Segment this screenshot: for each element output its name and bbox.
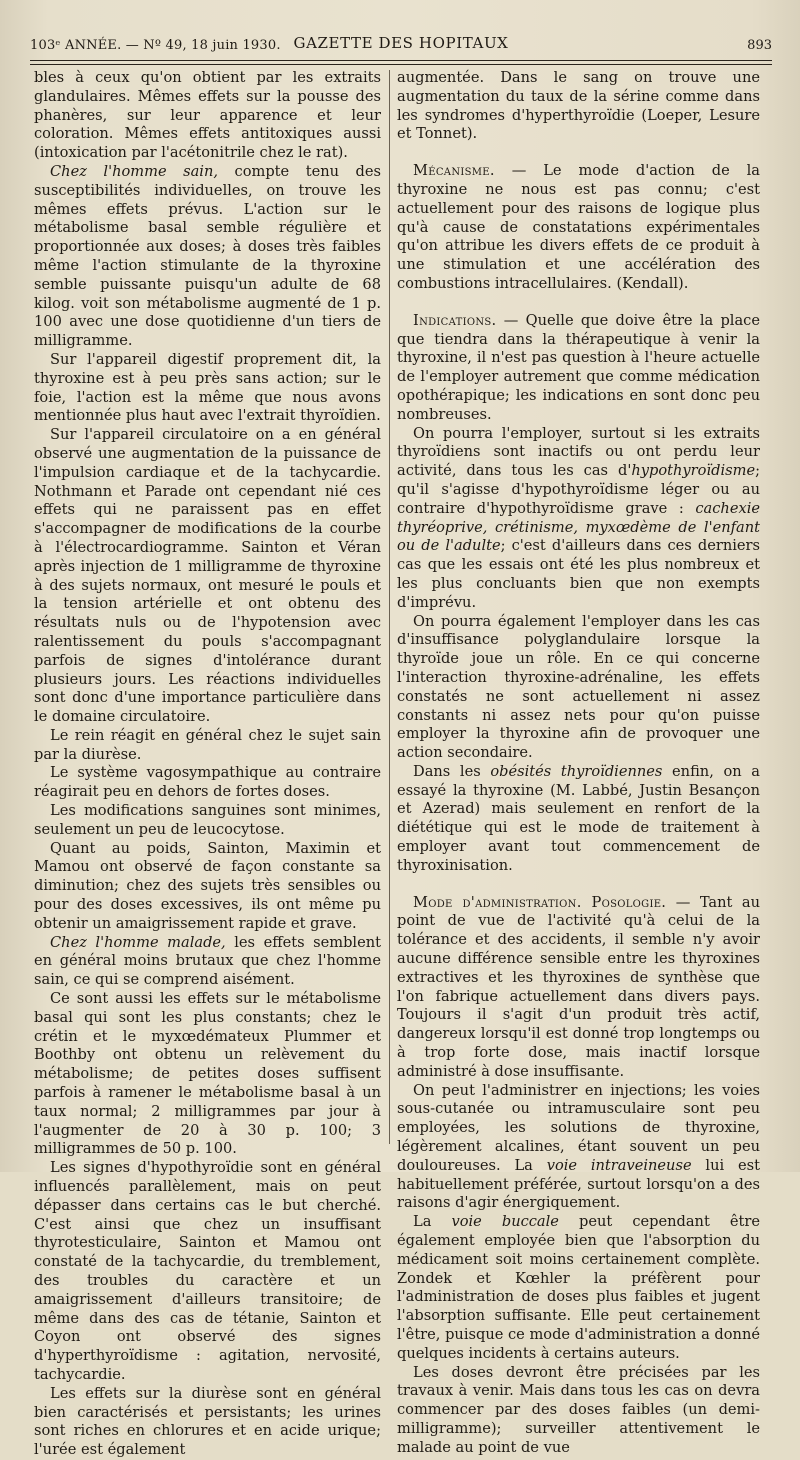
paragraph — [397, 1213, 760, 1363]
header-rule-top — [30, 60, 772, 61]
left-column — [34, 69, 381, 1460]
paragraph — [397, 1082, 760, 1214]
column-divider — [389, 70, 390, 1144]
emphasis: obésités thyroïdiennes — [490, 762, 663, 780]
text-run: Dans les — [413, 762, 491, 780]
paragraph: Les effets sur la diurèse sont en général bien caractérisés et persistants; les urines sont riches en chlorures et en acide urique; l'urée est également — [34, 1384, 381, 1459]
text-run: ; qu'il s'agisse d'hypothyroïdisme léger ou au contraire d'hypothyroïdisme grave : — [397, 462, 760, 517]
text-run: compte tenu des susceptibilités individuelles, on trouve les mêmes effets prévus. L'action sur le métabolisme basal semble régulière et proportionnée aux doses; à doses très faibles même l'action stimulante de la thyroxine semble puissante puisqu'un adulte de 68 kilog. voit son métabolisme augmenté de 1 p. 100 avec une dose quotidienne d'un tiers de milligramme. — [34, 162, 381, 350]
text-run: — Quelle que doive être la place que tiendra dans la thérapeutique à venir la thyroxine, il n'est pas question à l'heure actuelle de l'employer autrement que comme médication opothérapique; les indications en sont donc peu nombreuses. — [397, 311, 760, 423]
text-run: — Le mode d'action de la thyroxine ne nous est pas connu; c'est actuellement pour des raisons de logique plus qu'à cause de constatations expérimentales qu'on attribue les divers effets de ce produit à une stimulation et une accélération des combustions intracellulaires. (Kendall). — [397, 162, 760, 292]
section-heading: Indications. — [413, 311, 497, 329]
paragraph — [397, 763, 760, 876]
emphasis: cachexie thyréoprive, crétinisme, myxœdème de l'enfant ou de l'adulte — [397, 499, 760, 555]
paragraph: Sur l'appareil circulatoire on a en général observé une augmentation de la puissance de l'impulsion cardiaque et de la tachycardie. Nothmann et Parade ont cependant nié ces effets qui ne paraissent pas en effet s'accompagner de modifications de la courbe à l'électrocardiogramme. Sainton et Véran après injection de 1 milligramme de thyroxine à des sujets normaux, ont mesuré le pouls et la tension artérielle et ont obtenu des résultats nuls ou de l'hypotension avec ralentissement du pouls s'accompagnant parfois de signes d'intolérance durant plusieurs jours. Les réactions individuelles sont donc d'une importance particulière dans le domaine circulatoire. — [34, 426, 381, 726]
paragraph: augmentée. Dans le sang on trouve une augmentation du taux de la sérine comme dans les syndromes d'hyperthyroïdie (Loeper, Lesure et Tonnet). — [397, 69, 760, 143]
paragraph: Les signes d'hypothyroïdie sont en général influencés parallèlement, mais on peut dépasser dans certains cas le but cherché. C'est ainsi que chez un insuffisant thyrotesticulaire, Sainton et Mamou ont constaté de la tachycardie, du tremblement, des troubles du caractère et un amaigrissement d'ailleurs transitoire; de même dans des cas de tétanie, Sainton et Coyon ont observé des signes d'hyperthyroïdisme : agitation, nervosité, tachycardie. — [34, 1159, 381, 1383]
paragraph — [34, 934, 381, 990]
emphasis: hypothyroïdisme — [631, 462, 756, 480]
paragraph: bles à ceux qu'on obtient par les extraits glandulaires. Mêmes effets sur la pousse des phanères, sur leur apparence et leur coloration. Mêmes effets antitoxiques aussi (intoxication par l'acétonitrile chez le rat). — [34, 69, 381, 162]
journal-title: GAZETTE DES HOPITAUX — [293, 34, 509, 52]
section-heading: Mode d'administration. Posologie. — [413, 893, 667, 911]
section-heading: Mécanisme. — [413, 162, 495, 180]
text-run: ; c'est d'ailleurs dans ces derniers cas que les essais ont été les plus nombreux et les plus concluants bien que non exempts d'imprévu. — [397, 537, 760, 611]
page-header — [30, 34, 772, 56]
text-run: les effets semblent en général moins brutaux que chez l'homme sain, ce qui se comprend aisément. — [34, 933, 381, 989]
paragraph: Quant au poids, Sainton, Maximin et Mamou ont observé de façon constante sa diminution; chez des sujets très sensibles ou pour des doses excessives, ils ont même pu obtenir un amaigrissement rapide et grave. — [34, 839, 381, 932]
section-mecanisme — [397, 162, 760, 294]
emphasis: Chez l'homme sain, — [50, 162, 219, 180]
emphasis: voie buccale — [451, 1213, 559, 1231]
text-run: On pourra l'employer, surtout si les extraits thyroïdiens sont inactifs ou ont perdu leur activité, dans tous les cas d' — [397, 424, 760, 480]
text-run: On peut l'administrer en injections; les voies sous-cutanée ou intramusculaire sont peu employées, les solutions de thyroxine, légèrement alcalines, étant souvent un peu douloureuses. La — [397, 1081, 760, 1174]
paragraph: Le rein réagit en général chez le sujet sain par la diurèse. — [34, 726, 381, 763]
text-run: peut cependant être également employée bien que l'absorption du médicament soit moins certainement complète. Zondek et Kœhler la préfèrent pour l'administration de doses plus faibles et jugent l'absorption suffisante. Elle peut certainement l'être, puisque ce mode d'administration a donné quelques incidents à certains auteurs. — [397, 1213, 760, 1362]
paragraph: Sur l'appareil digestif proprement dit, la thyroxine est à peu près sans action; sur le foie, l'action est la même que nous avons mentionnée plus haut avec l'extrait thyroïdien. — [34, 350, 381, 425]
right-column — [397, 69, 760, 1458]
text-run: La — [413, 1213, 452, 1231]
paragraph: Les doses devront être précisées par les travaux à venir. Mais dans tous les cas on devra commencer par des doses faibles (un demi-milligramme); surveiller attentivement le malade au point de vue — [397, 1363, 760, 1456]
paragraph: Le système vagosympathique au contraire réagirait peu en dehors de fortes doses. — [34, 764, 381, 801]
emphasis: Chez l'homme malade, — [50, 933, 226, 951]
text-run: — Tant au point de vue de l'activité qu'à celui de la tolérance et des accidents, il semble n'y avoir aucune différence sensible entre les thyroxines extractives et les thyroxines de synthèse que l'on fabrique actuellement dans divers pays. Toujours il s'agit d'un produit très actif, dangereux lorsqu'il est donné trop longtemps ou à trop forte dose, mais inactif lorsque administré à dose insuffisante. — [397, 893, 760, 1080]
section-indications — [397, 312, 760, 425]
paragraph — [34, 163, 381, 351]
issue-info: 103ᵉ ANNÉE. — Nº 49, 18 juin 1930. — [30, 38, 281, 53]
page-number: 893 — [747, 38, 772, 53]
paragraph: Les modifications sanguines sont minimes, seulement un peu de leucocytose. — [34, 802, 381, 838]
paragraph: On pourra également l'employer dans les cas d'insuffisance polyglandulaire lorsque la thyroïde joue un rôle. En ce qui concerne l'interaction thyroxine-adrénaline, les effets constatés ne sont actuellement ni assez constants ni assez nets pour qu'on puisse employer la thyroxine afin de provoquer une action secondaire. — [397, 612, 760, 762]
text-run: enfin, on a essayé la thyroxine (M. Labbé, Justin Besançon et Azerad) mais seulement en renfort de la diététique qui est le mode de traitement à employer avant tout commencement de thyroxinisation. — [397, 762, 760, 874]
text-run: lui est habituellement préférée, surtout lorsqu'on a des raisons d'agir énergiquement. — [397, 1156, 760, 1212]
paragraph: Ce sont aussi les effets sur le métabolisme basal qui sont les plus constants; chez le crétin et le myxœdémateux Plummer et Boothby ont obtenu un relèvement du métabolisme; de petites doses suffisent parfois à ramener le métabolisme basal à un taux normal; 2 milligrammes par jour à l'augmenter de 20 à 30 p. 100; 3 milligrammes de 50 p. 100. — [34, 990, 381, 1158]
paragraph — [397, 425, 760, 613]
section-mode-administration — [397, 894, 760, 1082]
header-rule-bottom — [30, 64, 772, 65]
emphasis: voie intraveineuse — [546, 1156, 692, 1174]
